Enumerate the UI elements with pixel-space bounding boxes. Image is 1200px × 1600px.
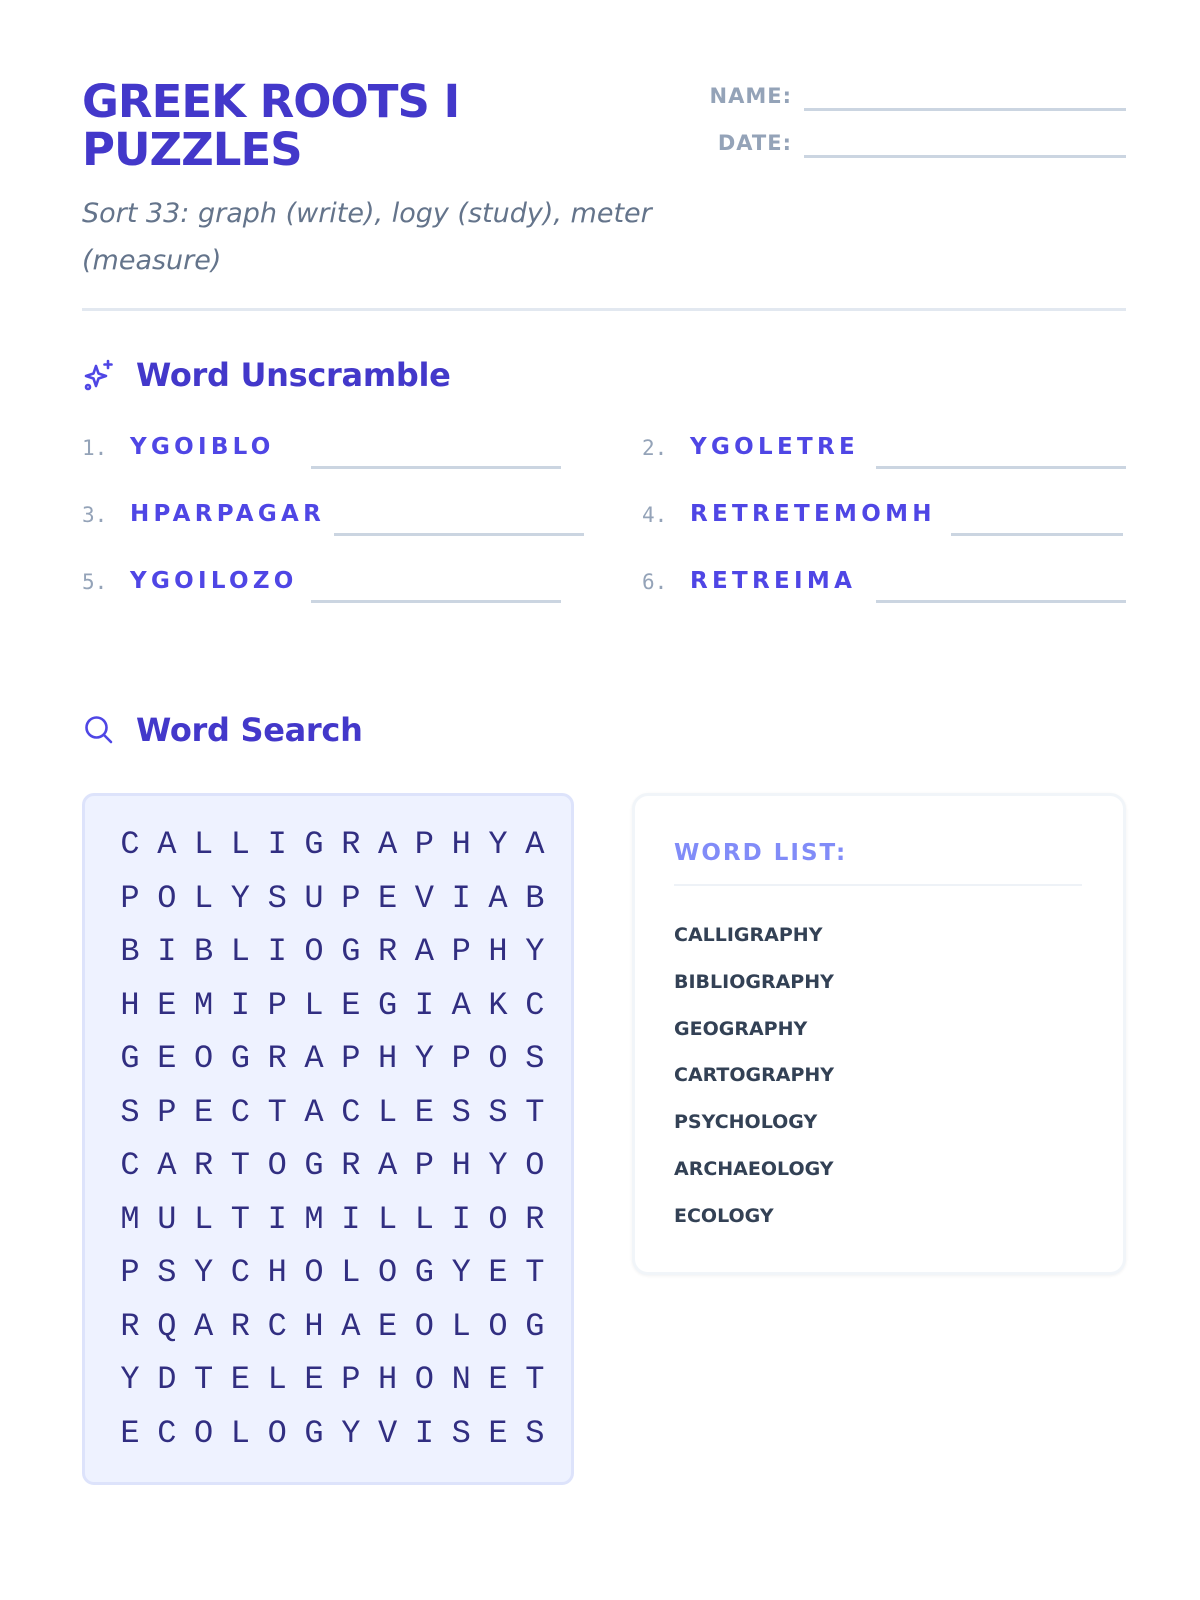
grid-letter[interactable]: I [341, 1200, 361, 1238]
grid-row [112, 1360, 552, 1400]
word-list-item: CARTOGRAPHY [674, 1064, 835, 1087]
grid-letter[interactable]: R [267, 1040, 287, 1077]
grid-letter[interactable]: L [193, 826, 214, 863]
scrambled-word: RETRETEMOMH [690, 501, 936, 527]
grid-letter[interactable]: S [267, 879, 287, 917]
grid-letter[interactable]: N [451, 1361, 471, 1398]
grid-letter[interactable]: M [193, 986, 214, 1024]
grid-letter[interactable]: M [120, 1200, 140, 1238]
grid-letter[interactable]: Y [230, 879, 250, 917]
unscramble-number: 1. [82, 436, 108, 460]
unscramble-number: 2. [642, 436, 668, 460]
scrambled-word: YGOLETRE [690, 434, 859, 460]
answer-line[interactable] [876, 600, 1126, 603]
grid-letter[interactable]: G [120, 1040, 140, 1077]
grid-letter[interactable]: Y [488, 826, 508, 863]
word-list-item: GEOGRAPHY [674, 1017, 808, 1040]
grid-letter[interactable]: A [414, 933, 434, 970]
grid-letter[interactable]: S [451, 1093, 471, 1131]
grid-letter[interactable]: A [488, 879, 508, 917]
grid-letter[interactable]: P [451, 933, 471, 970]
grid-letter[interactable]: M [304, 1200, 324, 1238]
unscramble-item-5 [82, 566, 562, 606]
grid-letter[interactable]: I [267, 933, 287, 970]
grid-letter[interactable]: U [157, 1200, 177, 1238]
grid-letter[interactable]: A [377, 826, 398, 863]
grid-letter[interactable]: E [157, 986, 177, 1024]
grid-letter[interactable]: C [230, 1093, 250, 1131]
unscramble-number: 4. [642, 503, 668, 527]
grid-letter[interactable]: B [525, 879, 545, 917]
grid-letter[interactable]: O [157, 879, 177, 917]
grid-letter[interactable]: P [341, 1361, 361, 1398]
unscramble-item-4 [642, 499, 1122, 539]
grid-letter[interactable]: H [120, 986, 140, 1024]
date-field [642, 125, 1126, 161]
grid-letter[interactable]: O [267, 1414, 287, 1452]
grid-letter[interactable]: E [488, 1361, 508, 1398]
grid-letter[interactable]: E [377, 1307, 398, 1345]
grid-letter[interactable]: O [414, 1307, 434, 1345]
word-list-item: CALLIGRAPHY [674, 924, 823, 946]
grid-letter[interactable]: V [414, 879, 434, 917]
grid-letter[interactable]: O [377, 1254, 398, 1291]
grid-letter[interactable]: U [304, 879, 324, 917]
grid-letter[interactable]: D [157, 1361, 177, 1398]
word-list-item: BIBLIOGRAPHY [674, 970, 834, 993]
answer-line[interactable] [311, 466, 561, 469]
grid-letter[interactable]: T [267, 1093, 287, 1131]
grid-letter[interactable]: P [451, 1040, 471, 1077]
scrambled-word: YGOIBLO [130, 434, 275, 460]
unscramble-item-1 [82, 432, 562, 472]
grid-letter[interactable]: I [157, 933, 177, 970]
grid-letter[interactable]: O [304, 933, 324, 970]
grid-letter[interactable]: H [451, 826, 471, 863]
grid-letter[interactable]: T [230, 1147, 250, 1184]
grid-letter[interactable]: O [488, 1040, 508, 1077]
grid-letter[interactable]: I [230, 986, 250, 1024]
date-label: DATE: [717, 131, 792, 155]
grid-row [112, 986, 552, 1026]
unscramble-item-3 [82, 499, 562, 539]
grid-letter[interactable]: I [267, 826, 287, 863]
grid-row [112, 825, 552, 865]
grid-letter[interactable]: R [525, 1200, 545, 1238]
grid-letter[interactable]: K [488, 986, 508, 1024]
grid-letter[interactable]: E [377, 879, 398, 917]
grid-letter[interactable]: P [267, 986, 287, 1024]
grid-row [112, 1039, 552, 1079]
grid-letter[interactable]: C [525, 986, 545, 1024]
answer-line[interactable] [311, 600, 561, 603]
grid-letter[interactable]: S [525, 1040, 545, 1077]
grid-letter[interactable]: I [451, 879, 471, 917]
grid-letter[interactable]: Y [525, 933, 545, 970]
grid-letter[interactable]: R [193, 1147, 214, 1184]
grid-letter[interactable]: Q [157, 1307, 177, 1345]
grid-letter[interactable]: A [193, 1307, 214, 1345]
grid-letter[interactable]: R [377, 933, 398, 970]
grid-letter[interactable]: G [304, 1414, 324, 1452]
grid-letter[interactable]: Y [451, 1254, 471, 1291]
grid-row [112, 879, 552, 919]
grid-letter[interactable]: L [230, 826, 250, 863]
header-divider [82, 308, 1126, 311]
grid-letter[interactable]: G [304, 826, 324, 863]
grid-letter[interactable]: A [157, 826, 177, 863]
date-line[interactable] [804, 155, 1126, 158]
grid-letter[interactable]: V [377, 1414, 398, 1452]
grid-letter[interactable]: L [193, 1200, 214, 1238]
grid-letter[interactable]: O [193, 1040, 214, 1077]
unscramble-section-heading [82, 355, 451, 395]
grid-letter[interactable]: C [120, 826, 140, 863]
word-list-divider [674, 884, 1082, 886]
grid-letter[interactable]: G [341, 933, 361, 970]
unscramble-number: 6. [642, 570, 668, 594]
word-list-item: PSYCHOLOGY [674, 1111, 818, 1134]
grid-letter[interactable]: T [193, 1361, 214, 1398]
grid-letter[interactable]: R [341, 1147, 361, 1184]
grid-letter[interactable]: E [341, 986, 361, 1024]
grid-letter[interactable]: H [304, 1307, 324, 1345]
grid-letter[interactable]: O [414, 1361, 434, 1398]
unscramble-item-6 [642, 566, 1122, 606]
answer-line[interactable] [951, 533, 1123, 536]
grid-letter[interactable]: P [341, 879, 361, 917]
grid-letter[interactable]: L [230, 1414, 250, 1452]
grid-letter[interactable]: G [230, 1040, 250, 1077]
answer-line[interactable] [876, 466, 1126, 469]
word-list-panel [632, 793, 1126, 1275]
unscramble-number: 5. [82, 570, 108, 594]
grid-letter[interactable]: E [304, 1361, 324, 1398]
word-list-title: WORD LIST: [674, 840, 848, 866]
grid-letter[interactable]: C [341, 1093, 361, 1131]
unscramble-item-2 [642, 432, 1122, 472]
grid-letter[interactable]: G [304, 1147, 324, 1184]
grid-letter[interactable]: E [414, 1093, 434, 1131]
grid-letter[interactable]: Y [341, 1414, 361, 1452]
grid-row [112, 1307, 552, 1347]
grid-letter[interactable]: A [525, 826, 545, 863]
grid-letter[interactable]: O [525, 1147, 545, 1184]
grid-letter[interactable]: T [230, 1200, 250, 1238]
grid-letter[interactable]: Y [488, 1147, 508, 1184]
word-search-heading: Word Search [136, 711, 363, 749]
grid-letter[interactable]: Y [120, 1361, 140, 1398]
grid-letter[interactable]: Y [414, 1040, 434, 1077]
grid-letter[interactable]: S [157, 1254, 177, 1291]
word-list-item: ARCHAEOLOGY [674, 1158, 834, 1180]
grid-letter[interactable]: A [157, 1147, 177, 1184]
grid-letter[interactable]: L [230, 933, 250, 970]
scrambled-word: HPARPAGAR [130, 501, 326, 527]
grid-letter[interactable]: C [157, 1414, 177, 1452]
grid-letter[interactable]: O [267, 1147, 287, 1184]
grid-letter[interactable]: H [488, 933, 508, 970]
grid-letter[interactable]: L [304, 986, 324, 1024]
grid-row [112, 932, 552, 972]
grid-letter[interactable]: L [193, 879, 214, 917]
grid-letter[interactable]: G [377, 986, 398, 1024]
grid-letter[interactable]: H [377, 1361, 398, 1398]
grid-letter[interactable]: S [120, 1093, 140, 1131]
search-icon [82, 713, 116, 747]
grid-row [112, 1093, 552, 1133]
grid-letter[interactable]: E [230, 1361, 250, 1398]
grid-letter[interactable]: I [267, 1200, 287, 1238]
grid-letter[interactable]: P [341, 1040, 361, 1077]
grid-letter[interactable]: A [377, 1147, 398, 1184]
grid-letter[interactable]: L [377, 1200, 398, 1238]
word-search-section-heading [82, 710, 363, 750]
grid-letter[interactable]: E [488, 1254, 508, 1291]
name-line[interactable] [804, 108, 1126, 111]
grid-row [112, 1414, 552, 1454]
grid-letter[interactable]: H [377, 1040, 398, 1077]
grid-letter[interactable]: I [414, 1414, 434, 1452]
grid-letter[interactable]: H [267, 1254, 287, 1291]
grid-letter[interactable]: C [120, 1147, 140, 1184]
grid-letter[interactable]: E [157, 1040, 177, 1077]
grid-letter[interactable]: B [193, 933, 214, 970]
grid-letter[interactable]: P [120, 1254, 140, 1291]
grid-letter[interactable]: S [451, 1414, 471, 1452]
grid-letter[interactable]: I [414, 986, 434, 1024]
grid-letter[interactable]: R [341, 826, 361, 863]
grid-letter[interactable]: G [414, 1254, 434, 1291]
name-field [642, 78, 1126, 114]
sparkles-icon [82, 358, 116, 392]
grid-row [112, 1146, 552, 1186]
grid-letter[interactable]: A [451, 986, 471, 1024]
grid-letter[interactable]: P [414, 826, 434, 863]
grid-letter[interactable]: S [525, 1414, 545, 1452]
grid-letter[interactable]: L [341, 1254, 361, 1291]
grid-letter[interactable]: G [525, 1307, 545, 1345]
grid-row [112, 1200, 552, 1240]
page-subtitle: Sort 33: graph (write), logy (study), meter (measure) [82, 198, 652, 276]
grid-letter[interactable]: T [525, 1093, 545, 1131]
grid-letter[interactable]: O [193, 1414, 214, 1452]
grid-letter[interactable]: T [525, 1254, 545, 1291]
unscramble-number: 3. [82, 503, 108, 527]
grid-letter[interactable]: O [488, 1307, 508, 1345]
scrambled-word: YGOILOZO [130, 568, 298, 594]
grid-letter[interactable]: E [120, 1414, 140, 1452]
grid-letter[interactable]: A [341, 1307, 361, 1345]
grid-letter[interactable]: B [120, 933, 140, 970]
grid-letter[interactable]: E [488, 1414, 508, 1452]
grid-letter[interactable]: E [193, 1093, 214, 1131]
name-label: NAME: [709, 84, 792, 108]
answer-line[interactable] [334, 533, 584, 536]
grid-letter[interactable]: P [414, 1147, 434, 1184]
grid-row [112, 1253, 552, 1293]
grid-letter[interactable]: R [230, 1307, 250, 1345]
grid-letter[interactable]: L [267, 1361, 287, 1398]
grid-letter[interactable]: L [377, 1093, 398, 1131]
grid-letter[interactable]: I [451, 1200, 471, 1238]
grid-letter[interactable]: Y [193, 1254, 214, 1291]
grid-letter[interactable]: O [304, 1254, 324, 1291]
unscramble-heading: Word Unscramble [136, 356, 451, 394]
grid-letter[interactable]: C [267, 1307, 287, 1345]
word-search-grid[interactable] [82, 793, 574, 1485]
grid-letter[interactable]: R [120, 1307, 140, 1345]
grid-letter[interactable]: O [488, 1200, 508, 1238]
grid-letter[interactable]: A [304, 1093, 324, 1131]
worksheet-header [82, 75, 1126, 278]
grid-letter[interactable]: L [414, 1200, 434, 1238]
word-list-item: ECOLOGY [674, 1204, 774, 1227]
grid-letter[interactable]: A [304, 1040, 324, 1077]
grid-letter[interactable]: C [230, 1254, 250, 1291]
grid-letter[interactable]: L [451, 1307, 471, 1345]
grid-letter[interactable]: P [120, 879, 140, 917]
grid-letter[interactable]: H [451, 1147, 471, 1184]
grid-letter[interactable]: T [525, 1361, 545, 1398]
scrambled-word: RETREIMA [690, 568, 857, 594]
page-title: GREEK ROOTS I PUZZLES [82, 75, 460, 176]
grid-letter[interactable]: S [488, 1093, 508, 1131]
grid-letter[interactable]: P [157, 1093, 177, 1131]
